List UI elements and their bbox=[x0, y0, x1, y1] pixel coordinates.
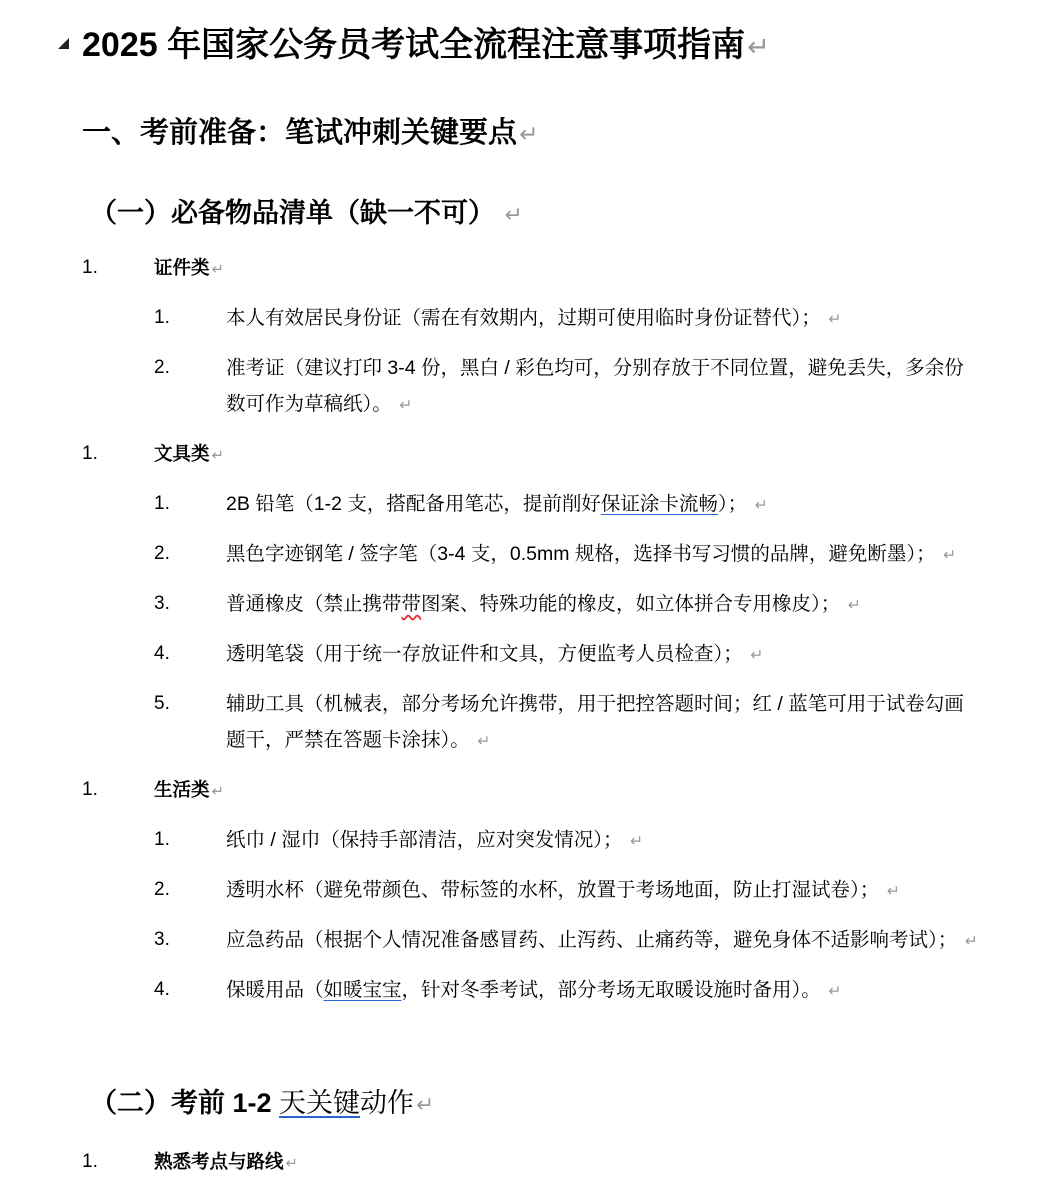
item-text: 2B 铅笔（1-2 支，搭配备用笔芯，提前削好 bbox=[226, 493, 601, 515]
item-text: 图案、特殊功能的橡皮，如立体拼合专用橡皮）； bbox=[421, 593, 841, 615]
list-label: 熟悉考点与路线 bbox=[154, 1151, 284, 1172]
list-item[interactable] bbox=[0, 872, 1055, 910]
paragraph-mark: ↵ bbox=[886, 883, 900, 900]
list-item[interactable] bbox=[0, 1144, 1055, 1182]
list-item[interactable] bbox=[0, 922, 1055, 960]
paragraph-mark: ↵ bbox=[416, 1092, 435, 1117]
paragraph-mark: ↵ bbox=[211, 262, 224, 278]
list-text bbox=[154, 772, 1055, 810]
heading-text: （二）考前 1-2 bbox=[90, 1088, 280, 1118]
list-number: 1. bbox=[82, 1151, 98, 1172]
list-text bbox=[226, 300, 981, 338]
heading-sub-2[interactable] bbox=[90, 1084, 434, 1124]
paragraph-mark: ↵ bbox=[211, 784, 224, 800]
list-text bbox=[226, 872, 981, 910]
heading-text: 动作 bbox=[360, 1088, 415, 1118]
category-label: 证件类 bbox=[154, 257, 210, 278]
list-text bbox=[226, 586, 981, 624]
list-text bbox=[226, 972, 981, 1010]
paragraph-mark: ↵ bbox=[847, 597, 861, 614]
list-text bbox=[226, 350, 981, 424]
item-text: 透明笔袋（用于统一存放证件和文具，方便监考人员检查）； bbox=[226, 643, 743, 665]
flagged-text[interactable]: 保证涂卡流畅 bbox=[600, 493, 718, 515]
title-text: 2025 年国家公务员考试全流程注意事项指南 bbox=[82, 26, 746, 64]
heading-text: （一）必备物品清单（缺一不可） bbox=[90, 198, 495, 228]
list-number: 1. bbox=[154, 829, 170, 850]
item-text: 准考证（建议打印 3-4 份，黑白 / 彩色均可，分别存放于不同位置，避免丢失，多余份数可作为草稿纸）。 bbox=[226, 357, 964, 415]
category-label: 文具类 bbox=[154, 443, 210, 464]
heading-sub-1[interactable] bbox=[90, 194, 523, 234]
list-number: 3. bbox=[154, 929, 170, 950]
grammar-flagged-text[interactable]: 天关键 bbox=[279, 1088, 361, 1118]
item-text: 纸巾 / 湿巾（保持手部清洁，应对突发情况）； bbox=[226, 829, 623, 851]
paragraph-mark: ↵ bbox=[943, 547, 957, 564]
list-item[interactable] bbox=[0, 486, 1055, 524]
paragraph-mark: ↵ bbox=[399, 397, 413, 414]
list-text bbox=[226, 536, 981, 574]
paragraph-mark: ↵ bbox=[477, 733, 491, 750]
paragraph-mark: ↵ bbox=[519, 121, 539, 147]
paragraph-mark: ↵ bbox=[747, 31, 770, 62]
category-label: 生活类 bbox=[154, 779, 210, 800]
item-text: 保暖用品（ bbox=[226, 979, 324, 1001]
item-text: 普通橡皮（禁止携带 bbox=[226, 593, 402, 615]
flagged-text[interactable]: 带 bbox=[401, 593, 422, 615]
list-number: 4. bbox=[154, 643, 170, 664]
item-text: 辅助工具（机械表，部分考场允许携带，用于把控答题时间；红 / 蓝笔可用于试卷勾画题干，严禁在答题卡涂抹）。 bbox=[226, 693, 964, 751]
list-item-category[interactable] bbox=[0, 436, 1055, 474]
document-title[interactable] bbox=[82, 22, 770, 70]
list-text bbox=[226, 922, 981, 960]
list-text bbox=[226, 486, 981, 524]
list-item[interactable] bbox=[0, 350, 1055, 424]
list-text bbox=[226, 636, 981, 674]
list-number: 1. bbox=[82, 257, 98, 278]
paragraph-mark: ↵ bbox=[964, 933, 978, 950]
list-number: 1. bbox=[154, 493, 170, 514]
item-text: 黑色字迹钢笔 / 签字笔（3-4 支，0.5mm 规格，选择书写习惯的品牌，避免断墨）； bbox=[226, 543, 936, 565]
paragraph-mark: ↵ bbox=[285, 1156, 298, 1172]
list-number: 5. bbox=[154, 693, 170, 714]
list-item[interactable] bbox=[0, 536, 1055, 574]
list-number: 1. bbox=[154, 307, 170, 328]
list-text bbox=[154, 436, 1055, 474]
list-item[interactable] bbox=[0, 686, 1055, 760]
paragraph-mark: ↵ bbox=[629, 833, 644, 850]
heading-section-1[interactable] bbox=[82, 113, 538, 154]
item-text: 应急药品（根据个人情况准备感冒药、止泻药、止痛药等，避免身体不适影响考试）； bbox=[226, 929, 958, 951]
checklist bbox=[0, 250, 1055, 1022]
item-text: 本人有效居民身份证（需在有效期内，过期可使用临时身份证替代）； bbox=[226, 307, 821, 329]
paragraph-mark: ↵ bbox=[828, 311, 842, 328]
list-text bbox=[154, 250, 1055, 288]
item-text: 透明水杯（避免带颜色、带标签的水杯，放置于考场地面，防止打湿试卷）； bbox=[226, 879, 880, 901]
collapse-heading-icon[interactable] bbox=[58, 38, 69, 49]
heading-text: 一、考前准备：笔试冲刺关键要点 bbox=[82, 117, 518, 149]
list-number: 3. bbox=[154, 593, 170, 614]
paragraph-mark: ↵ bbox=[754, 497, 768, 514]
paragraph-mark: ↵ bbox=[828, 983, 842, 1000]
list-text bbox=[226, 822, 981, 860]
list-text bbox=[226, 686, 981, 760]
list-number: 4. bbox=[154, 979, 170, 1000]
item-text: ）； bbox=[717, 493, 748, 515]
list-item[interactable] bbox=[0, 822, 1055, 860]
list-item[interactable] bbox=[0, 300, 1055, 338]
paragraph-mark: ↵ bbox=[504, 202, 523, 227]
flagged-text[interactable]: 如暖宝宝 bbox=[323, 979, 402, 1001]
list-number: 2. bbox=[154, 879, 170, 900]
list-number: 2. bbox=[154, 543, 170, 564]
list-number: 1. bbox=[82, 779, 98, 800]
list-number: 2. bbox=[154, 357, 170, 378]
list-item[interactable] bbox=[0, 586, 1055, 624]
list-item[interactable] bbox=[0, 636, 1055, 674]
paragraph-mark: ↵ bbox=[211, 448, 224, 464]
paragraph-mark: ↵ bbox=[750, 647, 764, 664]
item-text: ，针对冬季考试，部分考场无取暖设施时备用）。 bbox=[401, 979, 821, 1001]
list-item-category[interactable] bbox=[0, 772, 1055, 810]
list-item[interactable] bbox=[0, 972, 1055, 1010]
list-number: 1. bbox=[82, 443, 98, 464]
list-item-category[interactable] bbox=[0, 250, 1055, 288]
